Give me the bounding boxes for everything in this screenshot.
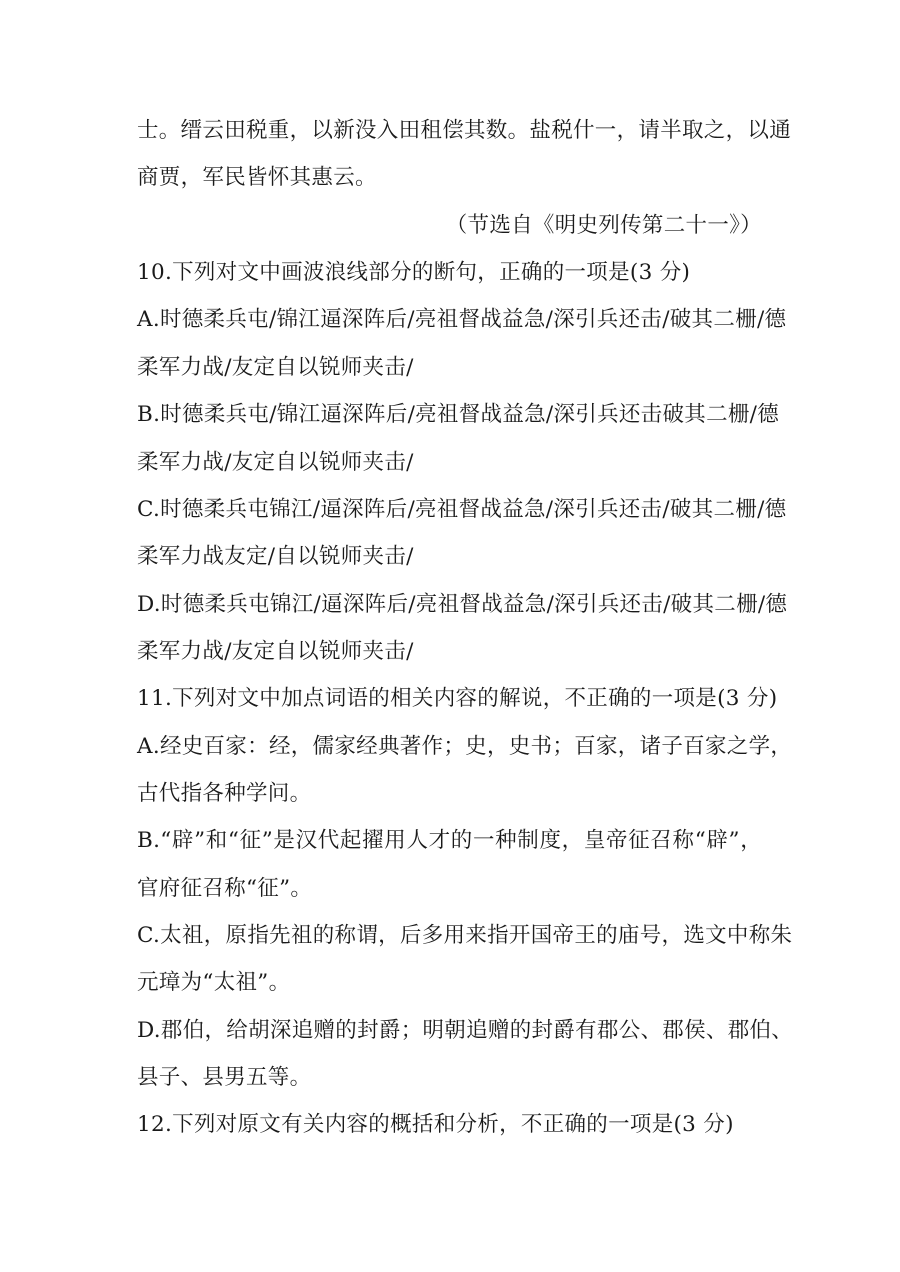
question-10-stem: 10.下列对文中画波浪线部分的断句，正确的一项是(3 分) bbox=[137, 260, 691, 285]
q10-option-b-line-2: 柔军力战/友定自以锐师夹击/ bbox=[137, 450, 414, 475]
q11-option-d-line-1: D.郡伯，给胡深追赠的封爵；明朝追赠的封爵有郡公、郡侯、郡伯、 bbox=[137, 1018, 794, 1043]
q11-option-b-line-1: B.“辟”和“征”是汉代起擢用人才的一种制度，皇帝征召称“辟”， bbox=[137, 828, 762, 853]
q10-option-a-line-1: A.时德柔兵屯/锦江逼深阵后/亮祖督战益急/深引兵还击/破其二栅/德 bbox=[137, 307, 787, 332]
q11-option-c-line-1: C.太祖，原指先祖的称谓，后多用来指开国帝王的庙号，选文中称朱 bbox=[137, 923, 793, 948]
q10-option-c-line-2: 柔军力战友定/自以锐师夹击/ bbox=[137, 544, 414, 569]
question-11-stem: 11.下列对文中加点词语的相关内容的解说，不正确的一项是(3 分) bbox=[137, 686, 778, 711]
passage-line-1: 士。缙云田税重，以新没入田租偿其数。盐税什一，请半取之，以通 bbox=[137, 118, 792, 143]
q11-option-d-line-2: 县子、县男五等。 bbox=[137, 1065, 312, 1090]
q10-option-d-line-1: D.时德柔兵屯锦江/逼深阵后/亮祖督战益急/深引兵还击/破其二栅/德 bbox=[137, 592, 788, 617]
q10-option-a-line-2: 柔军力战/友定自以锐师夹击/ bbox=[137, 355, 414, 380]
passage-line-2: 商贾，军民皆怀其惠云。 bbox=[137, 165, 377, 190]
q10-option-b-line-1: B.时德柔兵屯/锦江逼深阵后/亮祖督战益急/深引兵还击破其二栅/德 bbox=[137, 402, 780, 427]
q11-option-b-line-2: 官府征召称“征”。 bbox=[137, 876, 313, 901]
passage-source: （节选自《明史列传第二十一》） bbox=[445, 213, 762, 238]
question-12-stem: 12.下列对原文有关内容的概括和分析，不正确的一项是(3 分) bbox=[137, 1112, 734, 1137]
q11-option-a-line-2: 古代指各种学问。 bbox=[137, 781, 312, 806]
q11-option-a-line-1: A.经史百家：经，儒家经典著作；史，史书；百家，诸子百家之学， bbox=[137, 734, 793, 759]
q11-option-c-line-2: 元璋为“太祖”。 bbox=[137, 970, 291, 995]
q10-option-c-line-1: C.时德柔兵屯锦江/逼深阵后/亮祖督战益急/深引兵还击/破其二栅/德 bbox=[137, 497, 787, 522]
q10-option-d-line-2: 柔军力战/友定自以锐师夹击/ bbox=[137, 639, 414, 664]
